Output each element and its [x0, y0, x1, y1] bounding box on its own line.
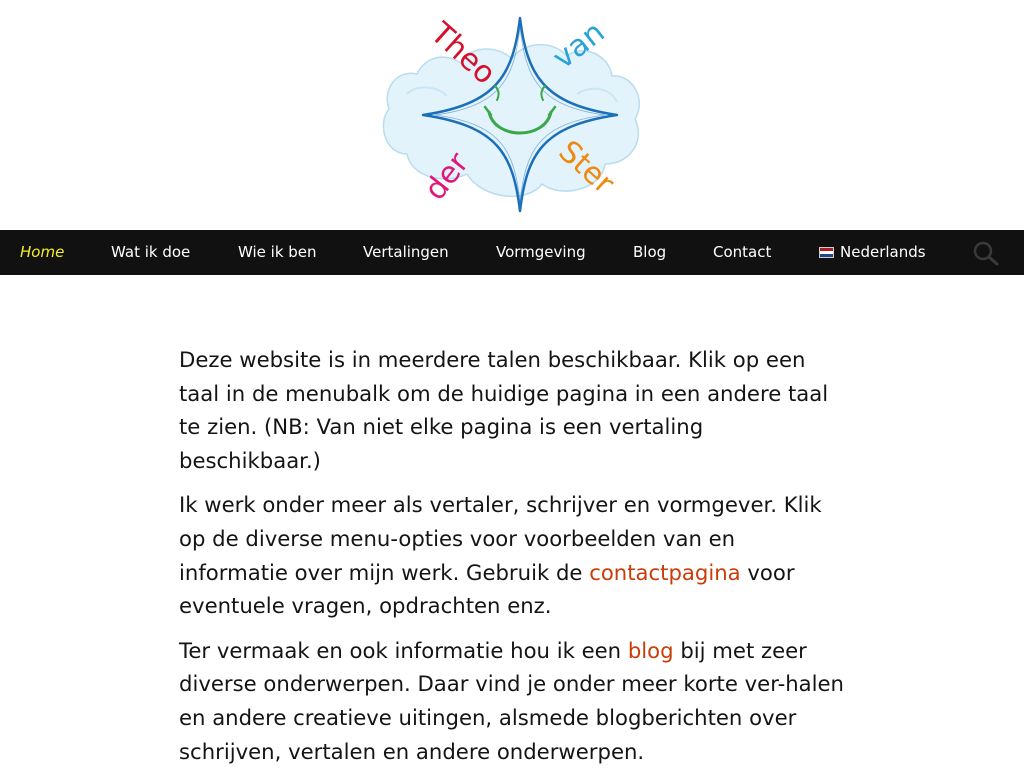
paragraph-text: Ik werk onder meer als vertaler, schrijver en vormgever. Klik op de diverse menu-opties voor voorbeelden van en informatie over mijn werk. Gebruik de — [179, 492, 822, 585]
intro-paragraph-work — [179, 488, 849, 622]
nav-item-vormgeving[interactable]: Vormgeving — [496, 243, 586, 261]
nav-item-blog[interactable]: Blog — [633, 243, 667, 261]
netherlands-flag-icon — [819, 247, 834, 258]
language-label: Nederlands — [840, 243, 926, 261]
main-content — [179, 343, 849, 779]
nav-item-wie-ik-ben[interactable]: Wie ik ben — [238, 243, 317, 261]
paragraph-text: bij met zeer diverse onderwerpen. Daar vind je onder meer korte ver-halen en andere creatieve uitingen, alsmede blogberichten over schrijven, vertalen en andere onderwerpen. — [179, 637, 844, 764]
paragraph-text: Ter vermaak en ook informatie hou ik een — [179, 637, 628, 663]
main-navigation — [0, 230, 1024, 275]
blog-link[interactable]: blog — [627, 637, 674, 663]
intro-paragraph-blog — [179, 634, 849, 768]
site-header — [0, 0, 1024, 230]
logo-word-der: der — [417, 146, 476, 207]
nav-item-wat-ik-doe[interactable]: Wat ik doe — [111, 243, 191, 261]
contact-page-link[interactable]: contactpagina — [589, 559, 741, 585]
nav-item-contact[interactable]: Contact — [713, 243, 772, 261]
logo-word-ster: Ster — [551, 133, 621, 202]
search-icon[interactable] — [972, 240, 1000, 266]
language-switcher[interactable] — [819, 230, 926, 275]
paragraph-text: voor eventuele vragen, opdrachten enz. — [179, 559, 795, 619]
nav-item-vertalingen[interactable]: Vertalingen — [363, 243, 449, 261]
logo-word-van: van — [546, 14, 612, 77]
intro-paragraph-languages: Deze website is in meerdere talen beschikbaar. Klik op een taal in de menubalk om de huidige pagina in een andere taal te zien. (NB: Van niet elke pagina is een vertaling beschikbaar.) — [179, 347, 829, 473]
nav-item-home[interactable]: Home — [20, 243, 65, 261]
logo-word-theo: Theo — [423, 15, 503, 92]
site-logo — [377, 14, 647, 218]
